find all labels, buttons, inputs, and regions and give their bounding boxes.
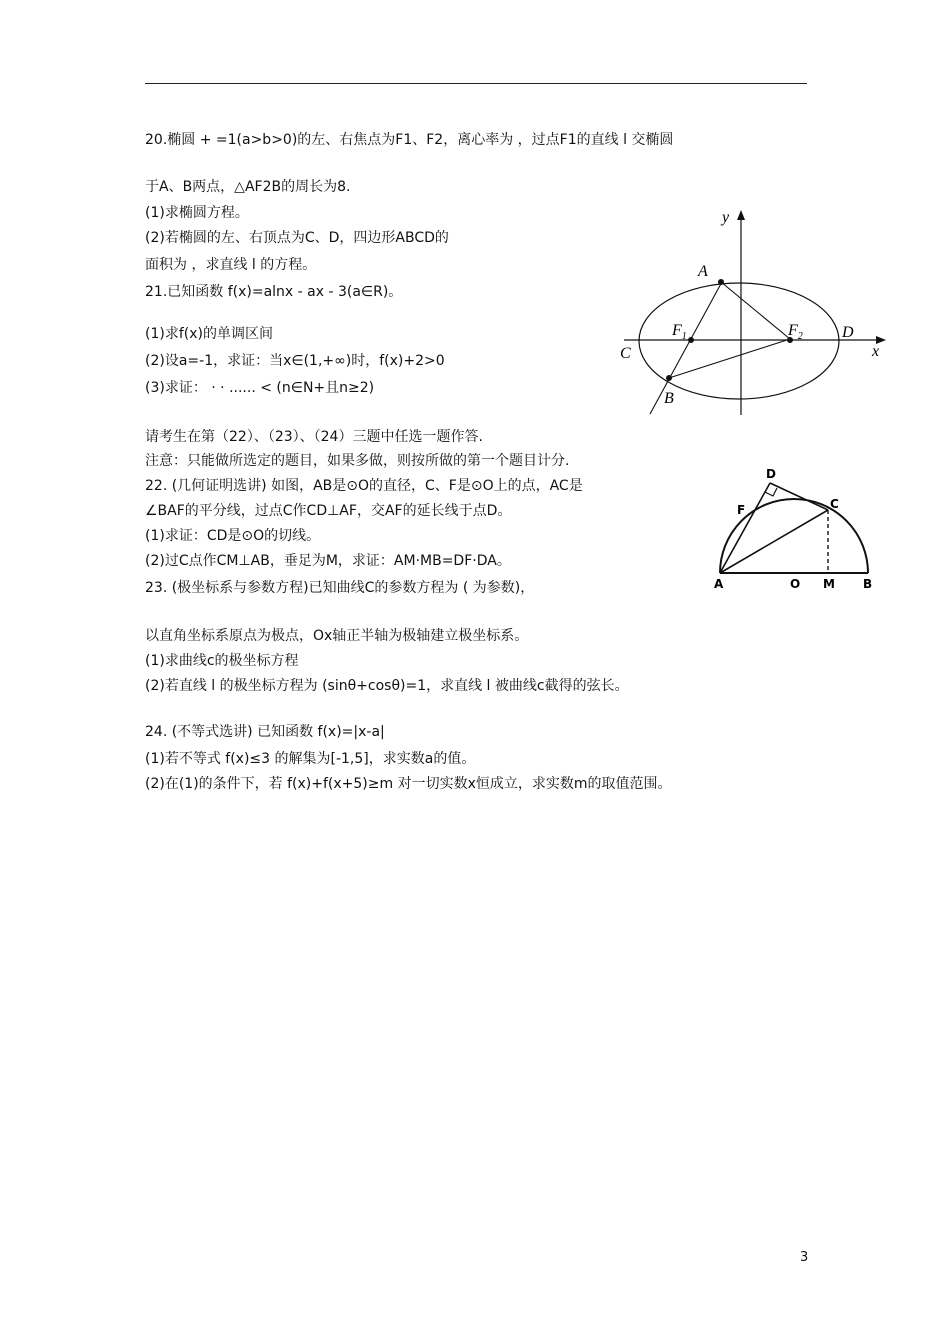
q24-part2: (2)在(1)的条件下，若 f(x)+f(x+5)≥m 对一切实数x恒成立，求实数m的取值范围。 [145,776,672,792]
segment-AD [720,483,770,573]
q22-part2: (2)过C点作CM⊥AB，垂足为M，求证：AM·MB=DF·DA。 [145,553,511,569]
q21-part1: (1)求f(x)的单调区间 [145,326,273,342]
label-C: C [620,345,631,362]
label-D: D [842,324,854,341]
q20-line1: 20.椭圆 + =1(a>b>0)的左、右焦点为F1、F2，离心率为 ，过点F1的直线 l 交椭圆 [145,132,674,148]
instructions-line2: 注意：只能做所选定的题目，如果多做，则按所做的第一个题目计分. [145,453,570,469]
q23-stem-cont: 以直角坐标系原点为极点，Ox轴正半轴为极轴建立极坐标系。 [145,628,529,644]
label-F2-main: F [788,322,798,339]
page-number: 3 [800,1250,809,1265]
label-B: B [863,577,873,591]
label-F2-sub: 2 [797,331,803,342]
label-M: M [823,577,835,591]
label-x: x [872,343,880,360]
q23-part1: (1)求曲线c的极坐标方程 [145,653,299,669]
point-F1 [688,337,694,343]
semicircle-figure [710,465,885,595]
label-A: A [698,263,708,280]
label-F: F [737,503,746,517]
instructions-line1: 请考生在第（22）、（23）、（24）三题中任选一题作答. [145,429,483,445]
segment-AF2 [721,282,790,339]
q21-part2: (2)设a=-1，求证：当x∈(1,+∞)时，f(x)+2>0 [145,353,445,369]
q20-part2: (2)若椭圆的左、右顶点为C、D，四边形ABCD的 [145,230,449,246]
q20-part1: (1)求椭圆方程。 [145,205,249,221]
q24-stem: 24. (不等式选讲) 已知函数 f(x)=|x-a| [145,724,385,740]
segment-DC [770,483,828,510]
label-D: D [766,467,776,481]
q23-part2: (2)若直线 l 的极坐标方程为 (sinθ+cosθ)=1，求直线 l 被曲线c截得的弦长。 [145,678,629,694]
label-B: B [664,390,674,407]
label-C: C [830,497,839,511]
q23-stem: 23. (极坐标系与参数方程)已知曲线C的参数方程为 ( 为参数)， [145,580,535,596]
header-rule [145,83,807,84]
q21-part3: (3)求证： · · ...... < (n∈N+且n≥2) [145,380,375,396]
q20-line2: 于A、B两点，△AF2B的周长为8. [145,179,351,195]
q24-part1: (1)若不等式 f(x)≤3 的解集为[-1,5]，求实数a的值。 [145,751,476,767]
label-A: A [714,577,724,591]
segment-AC [720,510,828,573]
q22-stem: 22. (几何证明选讲) 如图，AB是⊙O的直径，C、F是⊙O上的点，AC是 [145,478,583,494]
y-axis-arrow [737,210,745,220]
q21-stem: 21.已知函数 f(x)=alnx - ax - 3(a∈R)。 [145,284,403,300]
point-A [718,279,724,285]
label-F1 [671,322,687,342]
line-l [650,280,723,414]
q22-stem-cont: ∠BAF的平分线，过点C作CD⊥AF，交AF的延长线于点D。 [145,503,512,519]
point-B [666,375,672,381]
ellipse [639,283,839,399]
label-y: y [722,209,730,226]
label-F1-main: F [672,322,682,339]
q22-part1: (1)求证：CD是⊙O的切线。 [145,528,321,544]
label-O: O [790,577,801,591]
q20-part2-cont: 面积为 ，求直线 l 的方程。 [145,257,317,273]
ellipse-figure [610,200,895,420]
label-F1-sub: 1 [681,331,687,342]
